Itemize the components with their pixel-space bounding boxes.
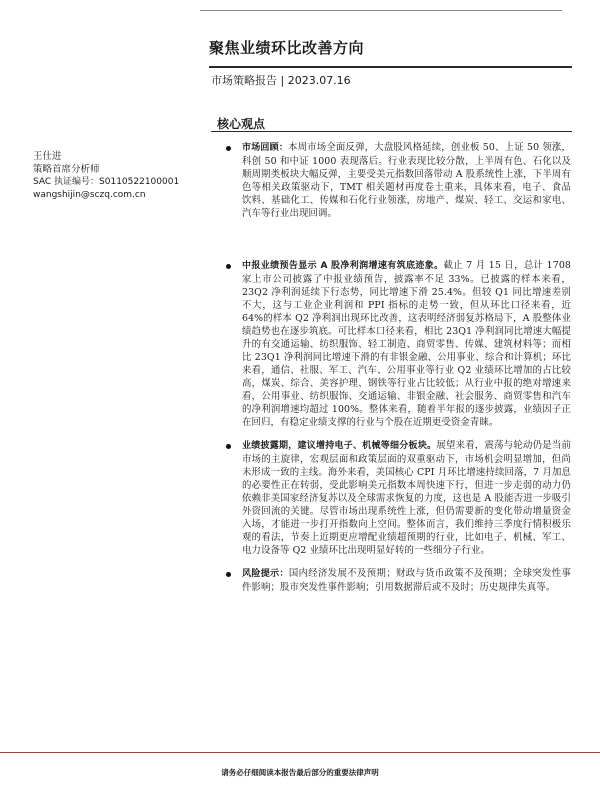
point-text: 国内经济发展不及预期；财政与货币政策不及预期；全球突发性事件影响；股市突发性事件影响；引用数据滞后或不及时；历史规律失真等。: [242, 568, 572, 593]
section-heading: 核心观点: [217, 117, 266, 131]
core-points: [226, 141, 571, 594]
author-email[interactable]: wangshijin@sczq.com.cn: [33, 190, 146, 200]
point-lead: 业绩披露期，建议增持电子、机械等细分板块。: [242, 441, 437, 451]
bullet-icon: [226, 444, 231, 449]
point-text: 本周市场全面反弹，大盘股风格延续，创业板 50、上证 50 领涨，科创 50 和中证 1000 表现落后。行业表现比较分散，上半周有色、石化以及顺周期类板块大幅反弹，主要受美元指数回落带动 A 股系统性上涨，下半周有色等相关政策驱动下，TMT 相关题材再度卷土重来，具体来看，电子、食品饮料、基础化工、传媒和石化行业领涨，房地产、煤炭、轻工、交运和家电、汽车等行业出现回调。: [242, 142, 571, 219]
top-rule: [200, 10, 562, 11]
point-text: 截止 7 月 15 日，总计 1708 家上市公司披露了中报业绩预告，披露率不足 33%。已披露的样本来看，23Q2 净利润延续下行态势，同比增速下滑 25.4%。但较 Q1 同比增速差别不大，这与工业企业利润和 PPI 指标的走势一致，但从环比口径来看，近 64%的样本 Q2 净利润出现环比改善，这表明经济弱复苏格局下，A 股整体业绩趋势也在逐步筑底。可比样本口径来看，相比 23Q1 净利润同比增速大幅提升的有交通运输、纺织服饰、轻工制造、商贸零售、传媒、建筑材料等；而相比 23Q1 净利润同比增速下滑的有非银金融、公用事业、综合和计算机；环比来看，通信、社服、军工、汽车、公用事业等行业 Q2 业绩环比增加的占比较高，煤炭、综合、美容护理、钢铁等行业占比较低；从行业中报的绝对增速来看，公用事业、纺织服饰、交通运输、非银金融、社会服务、商贸零售和汽车的净利润增速均超过 100%。整体来看，随着半年报的逐步披露，业绩因子正在回归，有稳定业绩支撑的行业与个股在近期更受资金青睐。: [242, 260, 571, 428]
point-text: 展望来看，震荡与轮动仍是当前市场的主旋律，宏观层面和政策层面的双重驱动下，市场机会明显增加，但尚未形成一致的主线。海外来看，美国核心 CPI 月环比增速持续回落，7 月加息的必要性正在转弱，受此影响美元指数本周快速下行，但进一步走弱的动力仍依赖非美国家经济复苏以及全球需求恢复的力度，这也是 A 股能否进一步吸引外资回流的关键。尽管市场出现系统性上涨，但仍需要新的变化带动增量资金入场，才能进一步打开指数向上空间。整体而言，我们维持三季度行情积极乐观的看法，节奏上近期更应增配业绩超预期的行业，比如电子、机械、军工、电力设备等 Q2 业绩环比出现明显好转的一些细分子行业。: [242, 440, 571, 556]
title-divider: [209, 66, 572, 68]
author-block: [33, 150, 193, 202]
section-divider: [211, 131, 572, 132]
report-title: 聚焦业绩环比改善方向: [209, 39, 365, 57]
point-lead: 风险提示：: [242, 569, 289, 579]
point-lead: 中报业绩预告显示 A 股净利润增速有筑底迹象。: [242, 261, 444, 271]
author-sac-number: SAC 执证编号：S0110522100001: [33, 177, 180, 187]
report-subtitle: 市场策略报告 | 2023.07.16: [211, 74, 351, 87]
point-risk-warning: [226, 567, 571, 594]
point-market-review: [226, 141, 571, 220]
bullet-icon: [226, 264, 231, 269]
bullet-icon: [226, 146, 231, 151]
footer-divider: [0, 752, 600, 753]
legal-disclaimer: 请务必仔细阅读本报告最后部分的重要法律声明: [221, 768, 379, 777]
point-lead: 市场回顾：: [242, 143, 289, 153]
author-role: 策略首席分析师: [33, 164, 100, 175]
bullet-icon: [226, 572, 231, 577]
author-name: 王仕进: [33, 151, 62, 162]
point-earnings-preview: [226, 259, 571, 429]
point-sector-recommendation: [226, 439, 571, 557]
